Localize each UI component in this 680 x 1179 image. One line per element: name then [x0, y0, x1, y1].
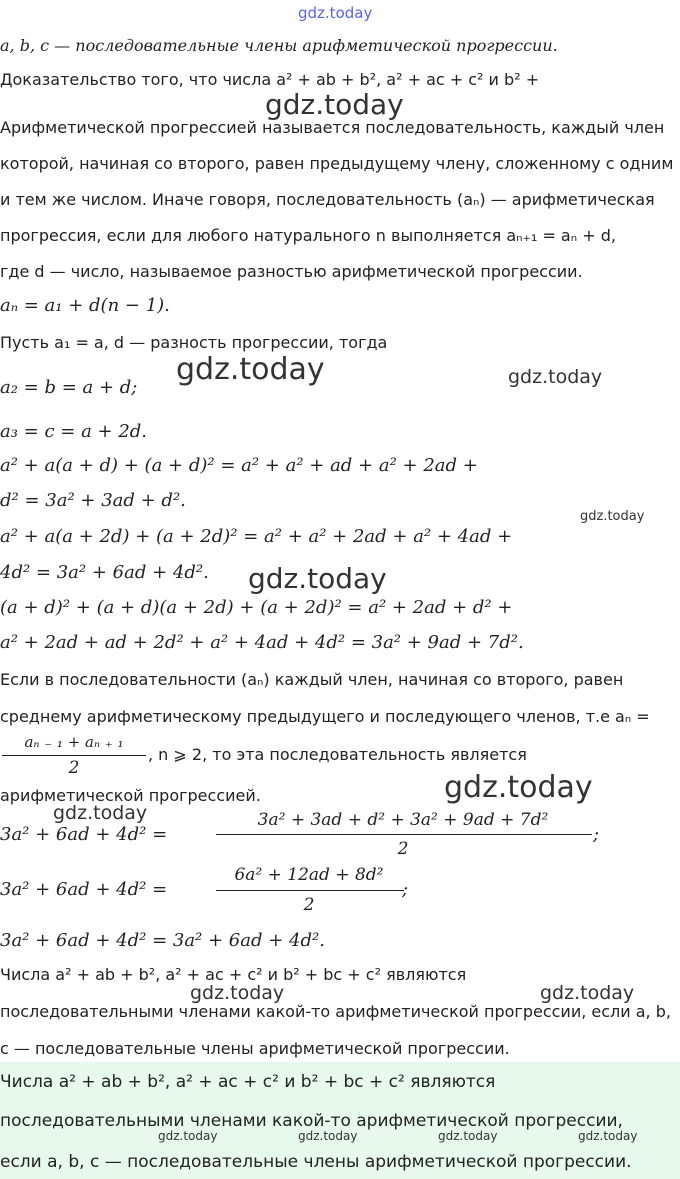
formula-line: a² + a(a + 2d) + (a + 2d)² = a² + a² + 2ad + a² + 4ad + [0, 526, 513, 547]
text-line: Если в последовательности (aₙ) каждый член, начиная со второго, равен [0, 670, 624, 689]
fraction-numerator: 3a² + 3ad + d² + 3a² + 9ad + 7d² [257, 810, 549, 830]
text-line: Числа a² + ab + b², a² + ac + c² и b² + bc + c² являются [0, 965, 467, 984]
text-line: прогрессия, если для любого натурального n выполняется aₙ₊₁ = aₙ + d, [0, 226, 616, 245]
watermark: gdz.today [578, 1129, 638, 1143]
text-line: Пусть a₁ = a, d — разность прогрессии, тогда [0, 333, 388, 352]
watermark: gdz.today [298, 1129, 358, 1143]
watermark: gdz.today [53, 802, 148, 824]
text-line: a, b, c — последовательные члены арифметической прогрессии. [0, 36, 558, 55]
watermark: gdz.today [265, 88, 404, 121]
fraction-bar [2, 755, 146, 756]
formula-line: (a + d)² + (a + d)(a + 2d) + (a + 2d)² = a² + 2ad + d² + [0, 597, 513, 618]
formula-line: aₙ = a₁ + d(n − 1). [0, 295, 170, 316]
formula-line: 4d² = 3a² + 6ad + 4d². [0, 562, 209, 583]
watermark: gdz.today [438, 1129, 498, 1143]
equation-tail: ; [593, 824, 600, 845]
fraction-denominator: 2 [68, 758, 80, 778]
formula-line: a² + 2ad + ad + 2d² + a² + 4ad + 4d² = 3a² + 9ad + 7d². [0, 632, 524, 653]
answer-line: Числа a² + ab + b², a² + ac + c² и b² + bc + c² являются [0, 1072, 496, 1092]
watermark: gdz.today [580, 509, 645, 524]
fraction-bar [216, 890, 404, 891]
equation-left: 3a² + 6ad + 4d² = [0, 879, 168, 900]
watermark: gdz.today [508, 366, 603, 388]
equation-left: 3a² + 6ad + 4d² = [0, 824, 168, 845]
equation-tail: ; [402, 879, 409, 900]
watermark: gdz.today [190, 982, 285, 1004]
answer-line: если a, b, c — последовательные члены арифметической прогрессии. [0, 1152, 632, 1172]
text-line: которой, начиная со второго, равен предыдущему члену, сложенному с одним [0, 154, 674, 173]
text-line: где d — число, называемое разностью арифметической прогрессии. [0, 262, 583, 281]
fraction-bar [216, 834, 592, 835]
formula-line: a₃ = c = a + 2d. [0, 421, 148, 442]
watermark: gdz.today [444, 770, 593, 805]
text-line: арифметической прогрессией. [0, 786, 261, 805]
fraction-numerator: 6a² + 12ad + 8d² [234, 865, 384, 885]
fraction-denominator: 2 [303, 895, 315, 915]
watermark: gdz.today [540, 982, 635, 1004]
fraction-denominator: 2 [397, 839, 409, 859]
watermark: gdz.today [158, 1129, 218, 1143]
watermark-top: gdz.today [298, 4, 373, 22]
formula-line: d² = 3a² + 3ad + d². [0, 490, 186, 511]
text-line: c — последовательные члены арифметической прогрессии. [0, 1039, 510, 1058]
text-line: , n ⩾ 2, то эта последовательность является [148, 745, 527, 764]
text-line: Арифметической прогрессией называется последовательность, каждый член [0, 118, 665, 137]
text-line: последовательными членами какой-то арифметической прогрессии, если a, b, [0, 1002, 671, 1021]
text-line: Доказательство того, что числа a² + ab + b², a² + ac + c² и b² + [0, 70, 540, 89]
formula-line: a² + a(a + d) + (a + d)² = a² + a² + ad + a² + 2ad + [0, 455, 478, 476]
answer-line: последовательными членами какой-то арифметической прогрессии, [0, 1111, 623, 1131]
formula-line: a₂ = b = a + d; [0, 377, 138, 398]
formula-line: 3a² + 6ad + 4d² = 3a² + 6ad + 4d². [0, 930, 325, 951]
watermark: gdz.today [248, 562, 387, 595]
text-line: среднему арифметическому предыдущего и последующего членов, т.е aₙ = [0, 707, 650, 726]
watermark: gdz.today [176, 352, 325, 387]
text-line: и тем же числом. Иначе говоря, последовательность (aₙ) — арифметическая [0, 190, 655, 209]
fraction-numerator: aₙ ₋ ₁ + aₙ ₊ ₁ [24, 733, 124, 751]
